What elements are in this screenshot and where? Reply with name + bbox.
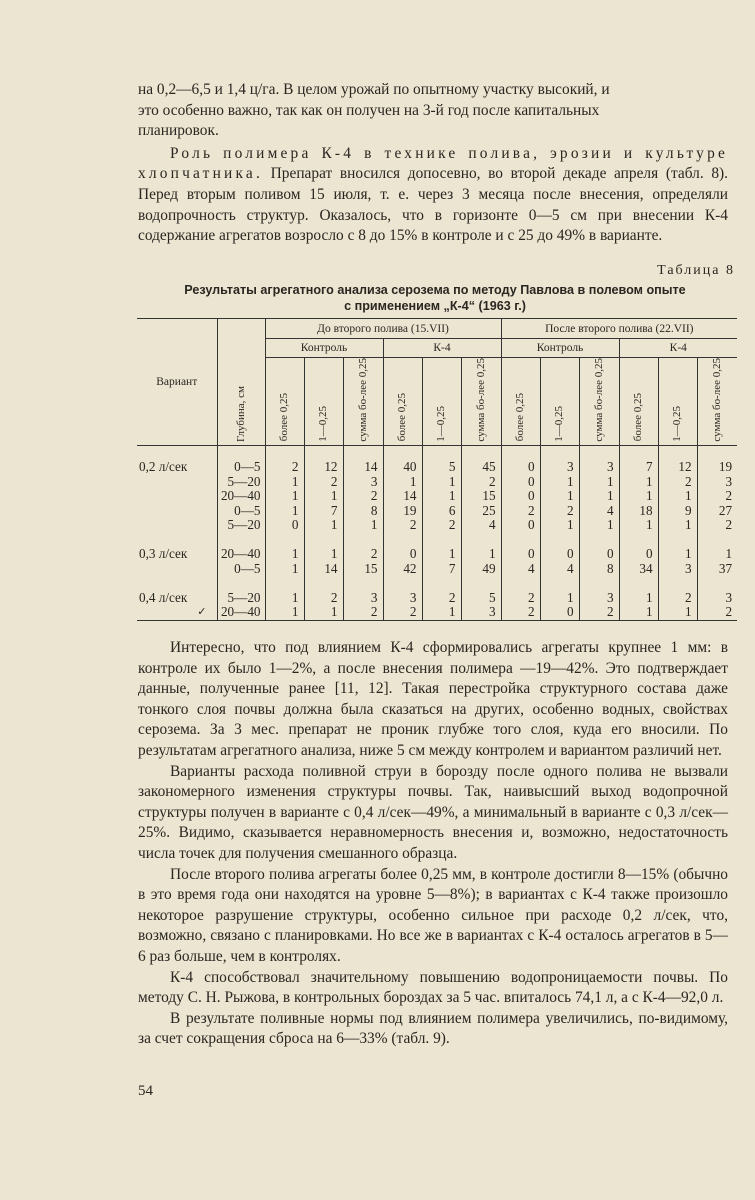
aggregate-analysis-table	[137, 318, 737, 621]
cell-value: 1	[579, 475, 619, 490]
cell-value: 25	[461, 504, 501, 519]
cell-value: 19	[697, 460, 737, 475]
cell-value: 3	[461, 605, 501, 620]
paragraph: В результате поливные нормы под влиянием полимера увеличились, по-видимому, за счет сокращения сброса на 6—33% (табл. 9).	[138, 1009, 728, 1048]
cell-value: 1	[619, 518, 658, 533]
cell-value: 18	[619, 504, 658, 519]
cell-value: 5	[422, 460, 461, 475]
intro-line: планировок.	[138, 122, 219, 140]
table-caption-line: Результаты агрегатного анализа серозема по методу Павлова в полевом опыте	[184, 283, 686, 297]
header-sub: более 0,25	[501, 358, 540, 446]
cell-value: 4	[579, 504, 619, 519]
cell-variant	[137, 518, 217, 533]
cell-value: 2	[422, 591, 461, 606]
cell-value: 42	[383, 562, 422, 577]
cell-depth: 5—20	[217, 475, 265, 490]
cell-value: 1	[579, 518, 619, 533]
cell-value: 1	[265, 547, 304, 562]
cell-value: 19	[383, 504, 422, 519]
cell-value: 3	[343, 591, 383, 606]
cell-value: 1	[422, 489, 461, 504]
paragraph: Варианты расхода поливной струи в борозду после одного полива не вызвали закономерного изменения структуры почвы. Так, наивысший выход водопрочной структуры получен в варианте с 0,4 л/сек—49%, а минимальный в варианте с 0,3 л/сек—25%. Видимо, сказывается неравномерность внесения и, возможно, недостаточность числа точек для получения смешанного образца.	[138, 762, 728, 862]
header-control: Контроль	[501, 339, 619, 358]
table-caption	[150, 282, 720, 314]
cell-value: 34	[619, 562, 658, 577]
table-number: Таблица 8	[657, 263, 735, 278]
cell-value: 7	[619, 460, 658, 475]
table-row	[137, 489, 737, 504]
cell-value: 1	[304, 518, 343, 533]
cell-value: 7	[422, 562, 461, 577]
paragraph: Интересно, что под влиянием К-4 сформировались агрегаты крупнее 1 мм: в контроле их было 1—2%, а после внесения полимера —19—42%. Это подтверждает данные, полученные ранее [11, 12]. Такая перестройка структурного состава даже тонкого слоя почвы должна была сказаться на других, особенно водных, свойствах серозема. За 3 мес. препарат не проник глубже того слоя, куда его вносили. По результатам агрегатного анализа, ниже 5 см между контролем и вариантом различий нет.	[138, 639, 728, 759]
cell-value: 1	[383, 475, 422, 490]
cell-value: 2	[343, 605, 383, 620]
cell-value: 12	[658, 460, 697, 475]
cell-value: 4	[540, 562, 579, 577]
cell-value: 1	[619, 591, 658, 606]
cell-value: 1	[265, 475, 304, 490]
paragraph: После второго полива агрегаты более 0,25 мм, в контроле достигли 8—15% (обычно в это время года они находятся на уровне 5—8%); в вариантах с К-4 также произошло некоторое разрушение структуры, особенно сильное при расходе 0,2 л/сек, что, возможно, связано с планировками. Но все же в вариантах с К-4 осталось агрегатов в 5—6 раз больше, чем в контролях.	[138, 865, 728, 965]
row-gap	[137, 576, 737, 591]
cell-value: 1	[304, 605, 343, 620]
cell-value: 2	[304, 591, 343, 606]
paragraph: К-4 способствовал значительному повышению водопроницаемости почвы. По методу С. Н. Рыжова, в контрольных бороздах за 5 час. впиталось 74,1 л, а с К-4—92,0 л.	[138, 968, 728, 1007]
cell-value: 1	[658, 518, 697, 533]
cell-value: 1	[540, 518, 579, 533]
cell-value: 3	[658, 562, 697, 577]
intro-line: на 0,2—6,5 и 1,4 ц/га. В целом урожай по опытному участку высокий, и	[138, 81, 610, 98]
cell-value: 15	[343, 562, 383, 577]
cell-value: 14	[343, 460, 383, 475]
cell-value: 2	[501, 591, 540, 606]
cell-value: 1	[540, 475, 579, 490]
cell-depth: 0—5	[217, 504, 265, 519]
cell-value: 1	[540, 489, 579, 504]
cell-depth: 0—5	[217, 460, 265, 475]
header-variant: Вариант	[137, 319, 217, 446]
header-sub: 1—0,25	[304, 358, 343, 446]
cell-value: 2	[343, 489, 383, 504]
cell-value: 0	[501, 518, 540, 533]
header-sub: сумма бо-лее 0,25	[697, 358, 737, 446]
cell-value: 0	[501, 475, 540, 490]
header-sub: более 0,25	[383, 358, 422, 446]
cell-variant	[137, 562, 217, 577]
cell-variant	[137, 475, 217, 490]
cell-value: 1	[343, 518, 383, 533]
cell-value: 2	[658, 591, 697, 606]
cell-value: 1	[461, 547, 501, 562]
cell-value: 3	[579, 591, 619, 606]
cell-value: 6	[422, 504, 461, 519]
cell-value: 1	[619, 475, 658, 490]
cell-variant	[137, 504, 217, 519]
cell-value: 4	[501, 562, 540, 577]
header-sub: сумма бо-лее 0,25	[343, 358, 383, 446]
cell-value: 3	[343, 475, 383, 490]
cell-value: 1	[540, 591, 579, 606]
cell-variant: 0,4 л/сек	[139, 589, 188, 605]
cell-value: 0	[501, 460, 540, 475]
header-period-before: До второго полива (15.VII)	[265, 319, 501, 339]
table-row	[137, 460, 737, 475]
cell-value: 1	[658, 547, 697, 562]
cell-value: 0	[501, 547, 540, 562]
cell-value: 2	[540, 504, 579, 519]
header-sub: более 0,25	[265, 358, 304, 446]
cell-value: 2	[422, 518, 461, 533]
header-sub: 1—0,25	[422, 358, 461, 446]
cell-value: 1	[304, 489, 343, 504]
cell-depth: 5—20	[217, 518, 265, 533]
cell-depth: 0—5	[217, 562, 265, 577]
header-period-after: После второго полива (22.VII)	[501, 319, 737, 339]
table-body	[137, 445, 737, 620]
cell-value: 2	[461, 475, 501, 490]
row-gap	[137, 533, 737, 548]
cell-value: 2	[383, 605, 422, 620]
cell-value: 2	[304, 475, 343, 490]
cell-value: 1	[697, 547, 737, 562]
cell-value: 0	[383, 547, 422, 562]
cell-value: 0	[579, 547, 619, 562]
section-heading: Роль полимера К-4 в технике полива, эрозии и культуре хлопчатника.	[138, 144, 728, 183]
header-sub: сумма бо-лее 0,25	[461, 358, 501, 446]
cell-value: 45	[461, 460, 501, 475]
cell-value: 14	[304, 562, 343, 577]
header-depth: Глубина, см	[217, 319, 265, 446]
cell-depth: 5—20	[217, 591, 265, 606]
cell-value: 4	[461, 518, 501, 533]
cell-value: 1	[265, 504, 304, 519]
header-k4: К-4	[619, 339, 737, 358]
cell-value: 0	[540, 547, 579, 562]
body-text	[138, 638, 728, 1050]
header-sub: более 0,25	[619, 358, 658, 446]
cell-depth: 20—40	[217, 489, 265, 504]
cell-value: 2	[697, 518, 737, 533]
cell-variant	[137, 489, 217, 504]
cell-depth: 20—40	[217, 547, 265, 562]
cell-value: 1	[619, 605, 658, 620]
cell-value: 2	[265, 460, 304, 475]
cell-value: 1	[265, 605, 304, 620]
cell-value: 40	[383, 460, 422, 475]
cell-value: 7	[304, 504, 343, 519]
cell-value: 2	[697, 605, 737, 620]
table-caption-line: с применением „К-4“ (1963 г.)	[344, 299, 526, 313]
cell-value: 2	[501, 504, 540, 519]
table-row	[137, 605, 737, 620]
intro-line: это особенно важно, так как он получен на 3-й год после капитальных	[138, 101, 600, 119]
cell-variant: 0,2 л/сек	[139, 459, 188, 475]
table-row	[137, 547, 737, 562]
cell-value: 3	[697, 591, 737, 606]
cell-value: 0	[501, 489, 540, 504]
cell-value: 8	[579, 562, 619, 577]
cell-value: 2	[579, 605, 619, 620]
cell-value: 2	[697, 489, 737, 504]
cell-value: 1	[265, 562, 304, 577]
page-number: 54	[138, 1083, 153, 1099]
cell-value: 9	[658, 504, 697, 519]
table-row	[137, 504, 737, 519]
cell-variant: 0,3 л/сек	[139, 546, 188, 562]
cell-value: 2	[658, 475, 697, 490]
table-row	[137, 518, 737, 533]
cell-value: 1	[658, 489, 697, 504]
cell-value: 1	[304, 547, 343, 562]
cell-value: 3	[697, 475, 737, 490]
cell-value: 12	[304, 460, 343, 475]
cell-variant: ✓	[197, 606, 207, 619]
section-text: Препарат вносился допосевно, во второй декаде апреля (табл. 8). Перед вторым поливом 15 июля, т. е. через 3 месяца после внесения, определяли водопрочность структур. Оказалось, что в горизонте 0—5 см при внесении К-4 содержание агрегатов возросло с 8 до 15% в контроле и с 25 до 49% в варианте.	[138, 165, 728, 245]
header-k4: К-4	[383, 339, 501, 358]
intro-block	[138, 80, 728, 247]
cell-depth: 20—40	[217, 605, 265, 620]
cell-value: 1	[265, 591, 304, 606]
cell-value: 0	[619, 547, 658, 562]
cell-value: 5	[461, 591, 501, 606]
header-sub: 1—0,25	[540, 358, 579, 446]
cell-value: 27	[697, 504, 737, 519]
cell-value: 0	[540, 605, 579, 620]
cell-value: 2	[501, 605, 540, 620]
header-sub: сумма бо-лее 0,25	[579, 358, 619, 446]
cell-value: 1	[658, 605, 697, 620]
header-control: Контроль	[265, 339, 383, 358]
cell-value: 2	[343, 547, 383, 562]
cell-value: 37	[697, 562, 737, 577]
table-row	[137, 475, 737, 490]
cell-value: 0	[265, 518, 304, 533]
cell-value: 3	[383, 591, 422, 606]
cell-value: 15	[461, 489, 501, 504]
cell-value: 1	[619, 489, 658, 504]
cell-value: 3	[579, 460, 619, 475]
cell-value: 1	[422, 475, 461, 490]
cell-value: 49	[461, 562, 501, 577]
cell-value: 2	[383, 518, 422, 533]
cell-value: 3	[540, 460, 579, 475]
cell-value: 1	[422, 547, 461, 562]
cell-value: 14	[383, 489, 422, 504]
table-row	[137, 591, 737, 606]
header-sub: 1—0,25	[658, 358, 697, 446]
cell-value: 1	[422, 605, 461, 620]
cell-value: 1	[579, 489, 619, 504]
section-paragraph	[138, 144, 728, 247]
table-row	[137, 562, 737, 577]
cell-value: 8	[343, 504, 383, 519]
cell-value: 1	[265, 489, 304, 504]
